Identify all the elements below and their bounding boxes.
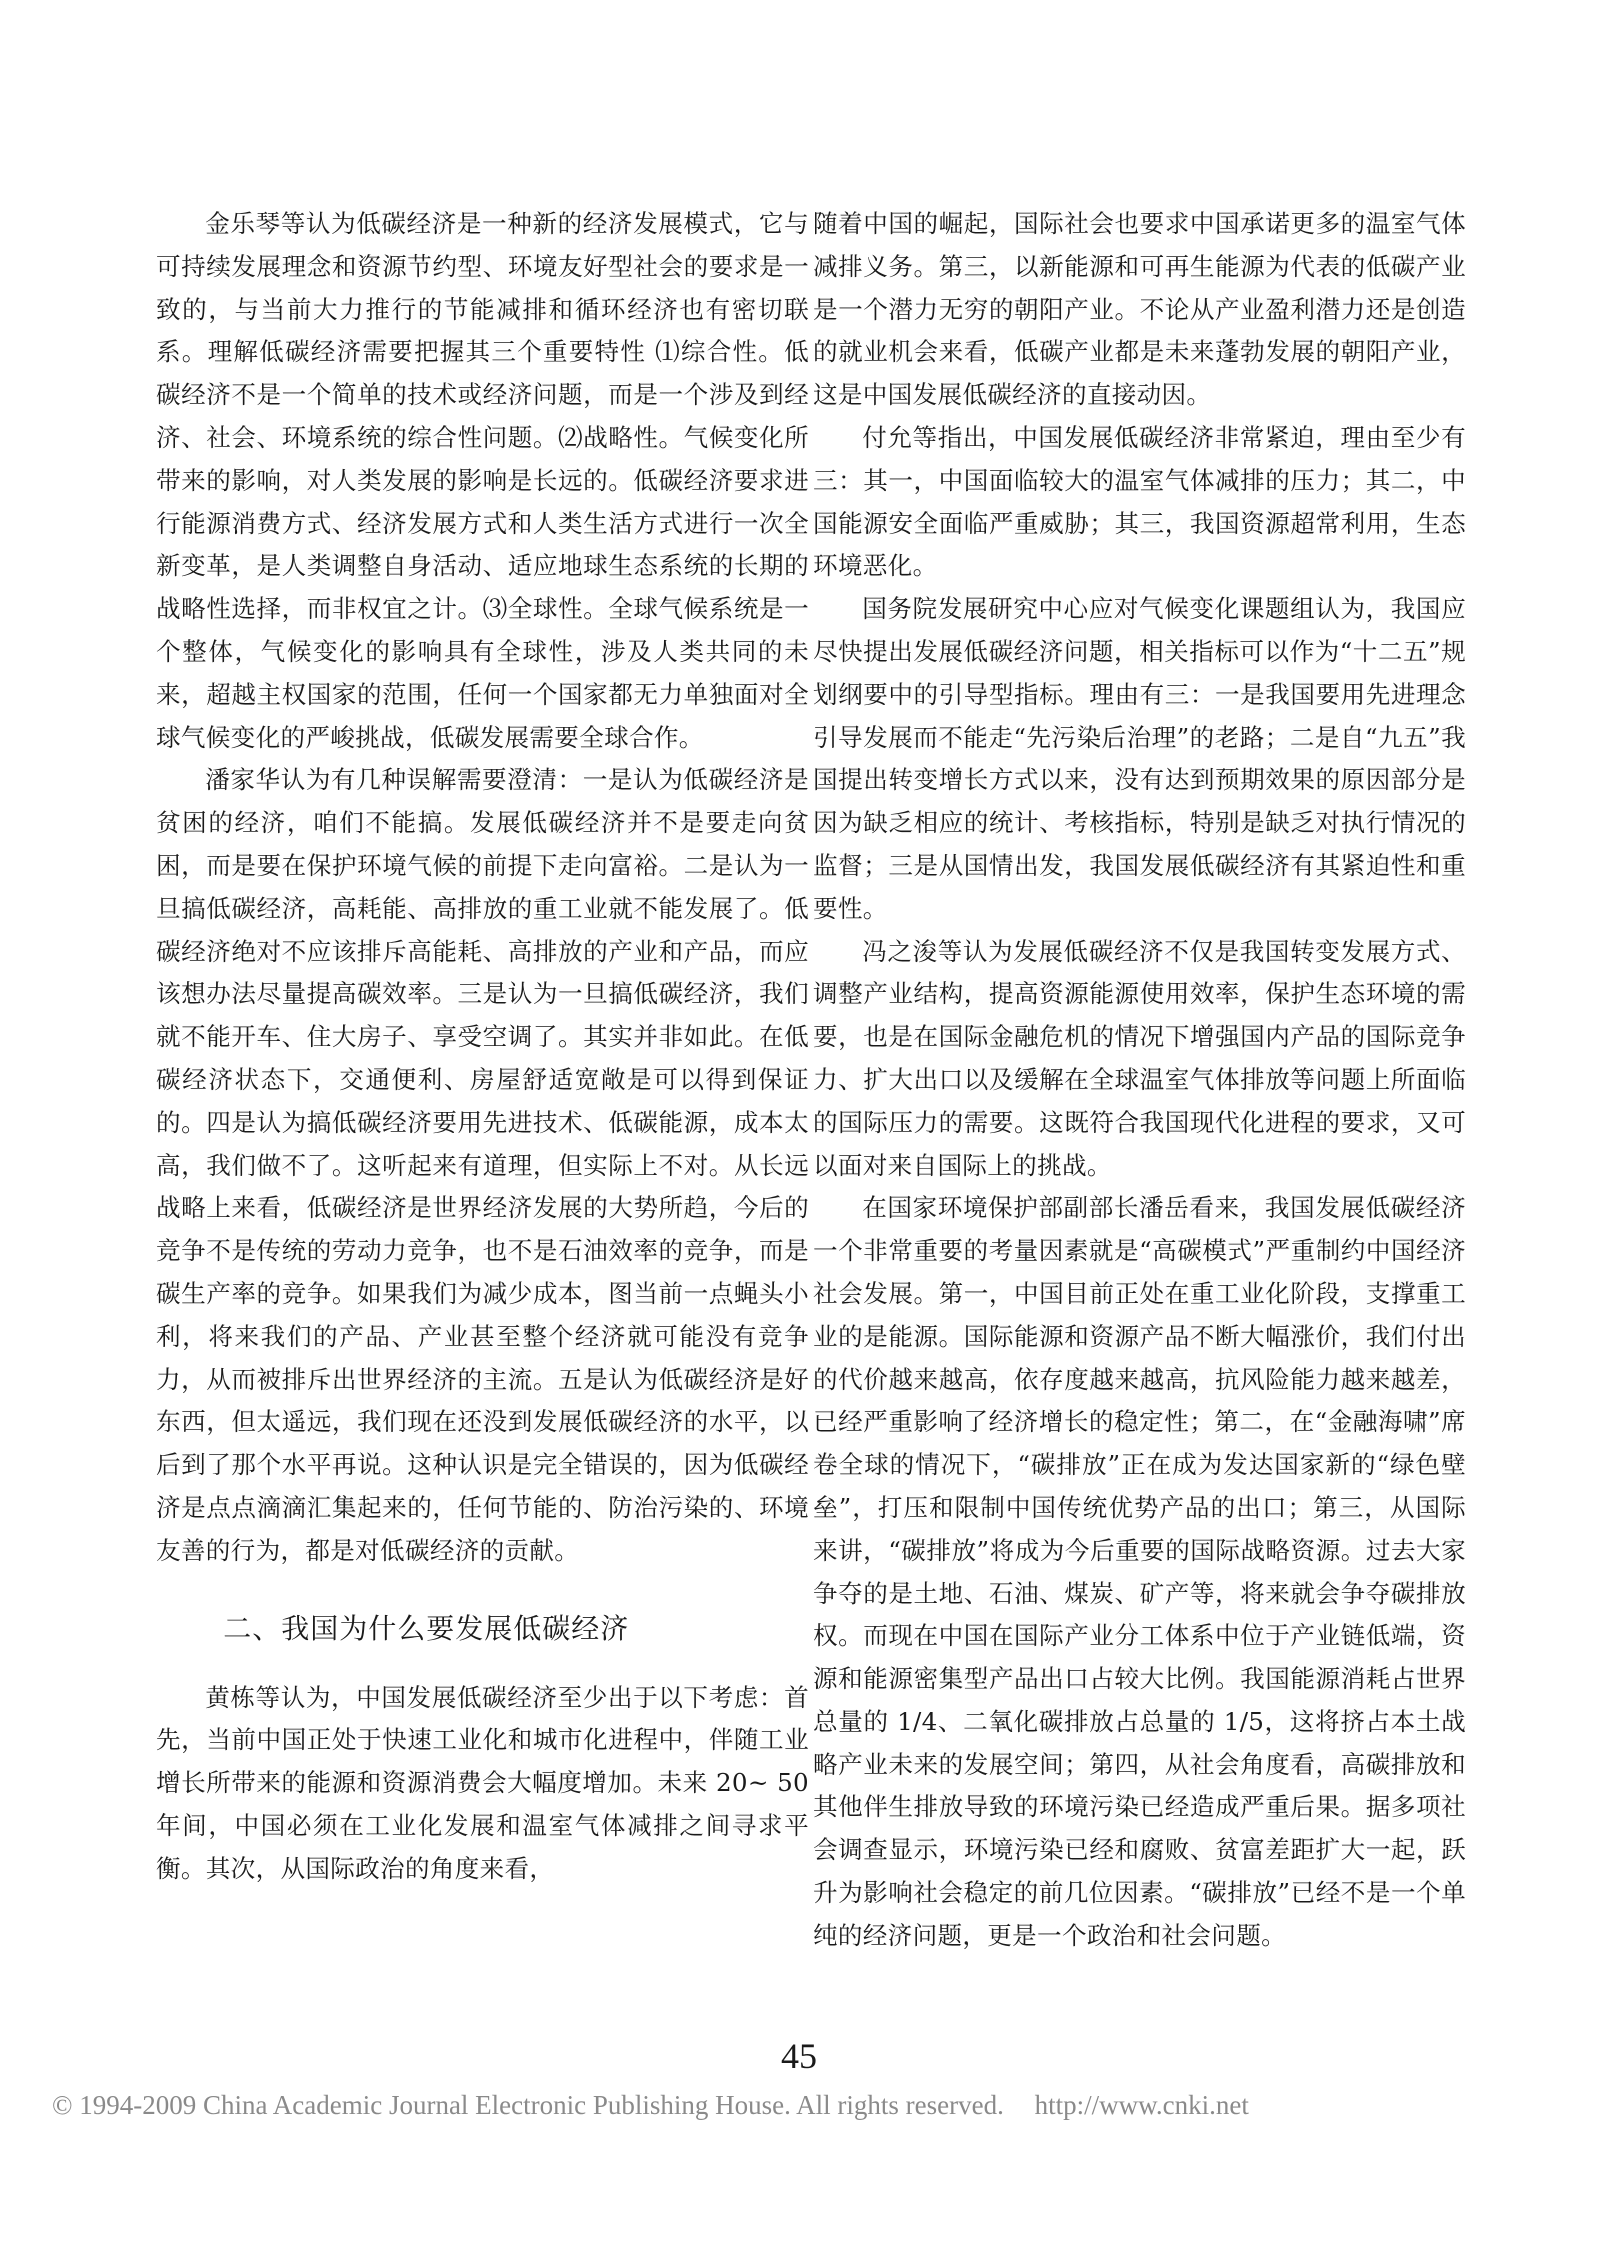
paragraph-state-council: 国务院发展研究中心应对气候变化课题组认为，我国应尽快提出发展低碳经济问题，相关指标可以作为“十二五”规划纲要中的引导型指标。理由有三：一是我国要用先进理念引导发展而不能走“先污染后治理”的老路；二是自“九五”我国提出转变增长方式以来，没有达到预期效果的原因部分是因为缺乏相应的统计、考核指标，特别是缺乏对执行情况的监督；三是从国情出发，我国发展低碳经济有其紧迫性和重要性。 [813,594,1466,923]
paragraph-fu-yun: 付允等指出，中国发展低碳经济非常紧迫，理由至少有三：其一，中国面临较大的温室气体减排的压力；其二，中国能源安全面临严重威胁；其三，我国资源超常利用，生态环境恶化。 [813,422,1466,581]
section-heading: 二、我国为什么要发展低碳经济 [223,1611,630,1645]
page-number: 45 [781,2036,817,2076]
left-column [156,203,809,1890]
paragraph-feng-zhijun: 冯之浚等认为发展低碳经济不仅是我国转变发展方式、调整产业结构，提高资源能源使用效率，保护生态环境的需要，也是在国际金融危机的情况下增强国内产品的国际竞争力、扩大出口以及缓解在全球温室气体排放等问题上所面临的国际压力的需要。这既符合我国现代化进程的要求，又可以面对来自国际上的挑战。 [813,936,1466,1180]
paragraph-pan-jiahua: 潘家华认为有几种误解需要澄清：一是认为低碳经济是贫困的经济，咱们不能搞。发展低碳经济并不是要走向贫困，而是要在保护环境气候的前提下走向富裕。二是认为一旦搞低碳经济，高耗能、高排放的重工业就不能发展了。低碳经济绝对不应该排斥高能耗、高排放的产业和产品，而应该想办法尽量提高碳效率。三是认为一旦搞低碳经济，我们就不能开车、住大房子、享受空调了。其实并非如此。在低碳经济状态下，交通便利、房屋舒适宽敞是可以得到保证的。四是认为搞低碳经济要用先进技术、低碳能源，成本太高，我们做不了。这听起来有道理，但实际上不对。从长远战略上来看，低碳经济是世界经济发展的大势所趋，今后的竞争不是传统的劳动力竞争，也不是石油效率的竞争，而是碳生产率的竞争。如果我们为减少成本，图当前一点蝇头小利，将来我们的产品、产业甚至整个经济就可能没有竞争力，从而被排斥出世界经济的主流。五是认为低碳经济是好东西，但太遥远，我们现在还没到发展低碳经济的水平，以后到了那个水平再说。这种认识是完全错误的，因为低碳经济是点点滴滴汇集起来的，任何节能的、防治污染的、环境友善的行为，都是对低碳经济的贡献。 [156,765,809,1565]
paragraph-pan-yue: 在国家环境保护部副部长潘岳看来，我国发展低碳经济一个非常重要的考量因素就是“高碳模式”严重制约中国经济社会发展。第一，中国目前正处在重工业化阶段，支撑重工业的是能源。国际能源和资源产品不断大幅涨价，我们付出的代价越来越高，依存度越来越高，抗风险能力越来越差，已经严重影响了经济增长的稳定性；第二，在“金融海啸”席卷全球的情况下，“碳排放”正在成为发达国家新的“绿色壁垒”，打压和限制中国传统优势产品的出口；第三，从国际来讲，“碳排放”将成为今后重要的国际战略资源。过去大家争夺的是土地、石油、煤炭、矿产等，将来就会争夺碳排放权。而现在中国在国际产业分工体系中位于产业链低端，资源和能源密集型产品出口占较大比例。我国能源消耗占世界总量的 1/4、二氧化碳排放占总量的 1/5，这将挤占本土战略产业未来的发展空间；第四，从社会角度看，高碳排放和其他伴生排放导致的环境污染已经造成严重后果。据多项社会调查显示，环境污染已经和腐败、贫富差距扩大一起，跃升为影响社会稳定的前几位因素。“碳排放”已经不是一个单纯的经济问题，更是一个政治和社会问题。 [813,1193,1466,1950]
copyright-text: © 1994-2009 China Academic Journal Electronic Publishing House. All rights reserved. [52,2090,1004,2120]
paragraph-huang-dong: 黄栋等认为，中国发展低碳经济至少出于以下考虑：首先，当前中国正处于快速工业化和城市化进程中，伴随工业增长所带来的能源和资源消费会大幅度增加。未来 20~ 50年间，中国必须在工业化发展和温室气体减排之间寻求平衡。其次，从国际政治的角度来看， [156,1682,809,1883]
copyright-footer [52,2090,1598,2121]
footer-url-link[interactable]: http://www.cnki.net [1034,2090,1249,2120]
paragraph-jin-leqin: 金乐琴等认为低碳经济是一种新的经济发展模式，它与可持续发展理念和资源节约型、环境友好型社会的要求是一致的，与当前大力推行的节能减排和循环经济也有密切联系。理解低碳经济需要把握其三个重要特性 ⑴综合性。低碳经济不是一个简单的技术或经济问题，而是一个涉及到经济、社会、环境系统的综合性问题。⑵战略性。气候变化所带来的影响，对人类发展的影响是长远的。低碳经济要求进行能源消费方式、经济发展方式和人类生活方式进行一次全新变革，是人类调整自身活动、适应地球生态系统的长期的战略性选择，而非权宜之计。⑶全球性。全球气候系统是一个整体，气候变化的影响具有全球性，涉及人类共同的未来，超越主权国家的范围，任何一个国家都无力单独面对全球气候变化的严峻挑战，低碳发展需要全球合作。 [156,209,809,752]
paragraph-continuation: 随着中国的崛起，国际社会也要求中国承诺更多的温室气体减排义务。第三，以新能源和可再生能源为代表的低碳产业是一个潜力无穷的朝阳产业。不论从产业盈利潜力还是创造的就业机会来看，低碳产业都是未来蓬勃发展的朝阳产业，这是中国发展低碳经济的直接动因。 [813,209,1466,410]
right-column [813,203,1466,1958]
